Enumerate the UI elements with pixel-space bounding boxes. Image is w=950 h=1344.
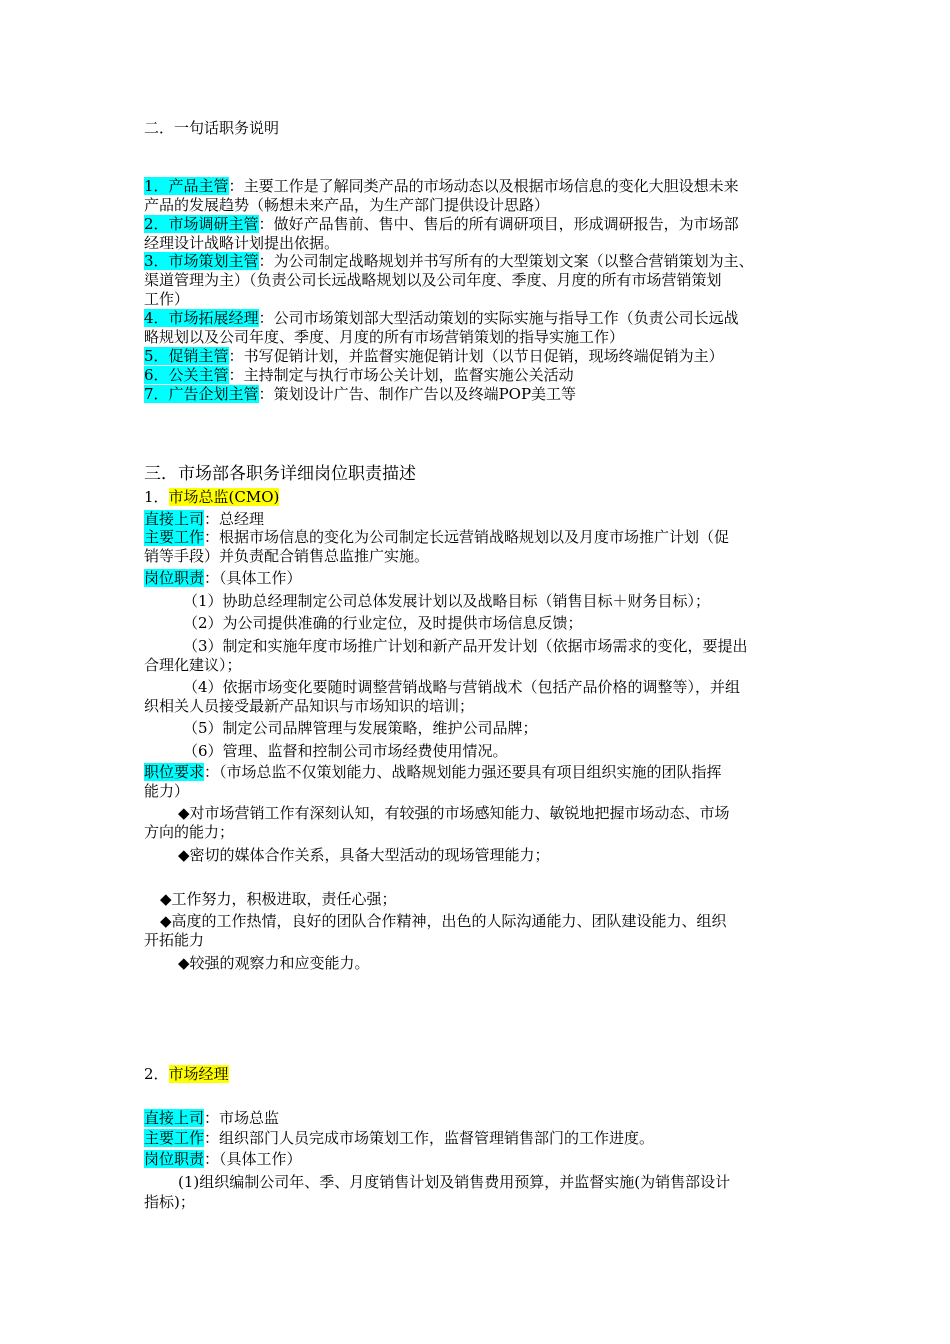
req-item: ◆高度的工作热情，良好的团队合作精神，出色的人际沟通能力、团队建设能力、组织 [160,912,727,930]
list-item: 2．市场调研主管：做好产品售前、售中、售后的所有调研项目，形成调研报告，为市场部 [144,215,739,233]
field-label: 主要工作 [144,1129,205,1147]
duty-item: （5）制定公司品牌管理与发展策略，维护公司品牌； [183,719,538,737]
item-label: 4．市场拓展经理 [144,309,259,327]
req-line: 职位要求：（市场总监不仅策划能力、战略规划能力强还要具有项目组织实施的团队指挥 [144,763,722,781]
duty-line: 岗位职责：（具体工作） [144,1150,302,1168]
field-label: 岗位职责 [144,1150,205,1168]
item-label: 5．促销主管 [144,347,229,365]
text-line: 工作） [144,290,190,308]
role-name: 市场经理 [168,1065,229,1083]
text-line: 能力） [144,782,190,800]
text-line: 略规划以及公司年度、季度、月度的所有市场营销策划的指导实施工作） [144,328,625,346]
item-label: 3．市场策划主管 [144,252,259,270]
text-line: 产品的发展趋势（畅想未来产品，为生产部门提供设计思路） [144,196,550,214]
text-line: 经理设计战略计划提出依据。 [144,234,340,252]
list-item: 1．产品主管：主要工作是了解同类产品的市场动态以及根据市场信息的变化大胆设想未来 [144,177,739,195]
text-line: 渠道管理为主）（负责公司长远战略规划以及公司年度、季度、月度的所有市场营销策划 [144,271,722,289]
field-label: 主要工作 [144,528,205,546]
work-line: 主要工作：根据市场信息的变化为公司制定长远营销战略规划以及月度市场推广计划（促 [144,528,730,546]
req-item: ◆对市场营销工作有深刻认知，有较强的市场感知能力、敏锐地把握市场动态、市场 [178,804,730,822]
req-item: ◆密切的媒体合作关系，具备大型活动的现场管理能力； [178,846,550,864]
boss-line: 直接上司：市场总监 [144,1109,280,1127]
field-label: 直接上司 [144,510,205,528]
duty-item: （3）制定和实施年度市场推广计划和新产品开发计划（依据市场需求的变化，要提出 [183,637,748,655]
section-heading: 二．一句话职务说明 [144,119,280,137]
field-label: 职位要求 [144,763,205,781]
field-label: 直接上司 [144,1109,205,1127]
text-line: 销等手段）并负责配合销售总监推广实施。 [144,547,430,565]
section-heading: 三．市场部各职务详细岗位职责描述 [144,464,416,484]
field-label: 岗位职责 [144,569,205,587]
list-item: 3．市场策划主管：为公司制定战略规划并书写所有的大型策划文案（以整合营销策划为主、 [144,252,754,270]
text-line: 合理化建议）； [144,656,242,674]
list-item: 4．市场拓展经理：公司市场策划部大型活动策划的实际实施与指导工作（负责公司长远战 [144,309,739,327]
list-item: 7．广告企划主管：策划设计广告、制作广告以及终端POP美工等 [144,385,577,403]
item-label: 2．市场调研主管 [144,215,259,233]
role-title: 1．市场总监(CMO) [144,488,280,506]
req-item: ◆较强的观察力和应变能力。 [178,954,370,972]
text-line: 开拓能力 [144,931,205,949]
item-label: 7．广告企划主管 [144,385,259,403]
req-item: ◆工作努力，积极进取，责任心强； [160,890,397,908]
work-line: 主要工作：组织部门人员完成市场策划工作，监督管理销售部门的工作进度。 [144,1129,655,1147]
role-title: 2．市场经理 [144,1065,229,1083]
duty-item: （2）为公司提供准确的行业定位，及时提供市场信息反馈； [183,614,583,632]
item-label: 1．产品主管 [144,177,229,195]
list-item: 5．促销主管：书写促销计划，并监督实施促销计划（以节日促销，现场终端促销为主） [144,347,724,365]
list-item: 6．公关主管：主持制定与执行市场公关计划，监督实施公关活动 [144,366,574,384]
duty-item: （1）协助总经理制定公司总体发展计划以及战略目标（销售目标＋财务目标）； [183,592,711,610]
text-line: 方向的能力； [144,823,235,841]
duty-line: 岗位职责：（具体工作） [144,569,302,587]
duty-item: (1)组织编制公司年、季、月度销售计划及销售费用预算，并监督实施(为销售部设计 [178,1173,731,1191]
duty-item: （6）管理、监督和控制公司市场经费使用情况。 [183,742,508,760]
text-line: 指标)； [144,1193,195,1211]
text-line: 织相关人员接受最新产品知识与市场知识的培训； [144,697,475,715]
boss-line: 直接上司：总经理 [144,510,265,528]
item-label: 6．公关主管 [144,366,229,384]
duty-item: （4）依据市场变化要随时调整营销战略与营销战术（包括产品价格的调整等），并组 [183,678,741,696]
role-name: 市场总监(CMO) [168,488,280,506]
